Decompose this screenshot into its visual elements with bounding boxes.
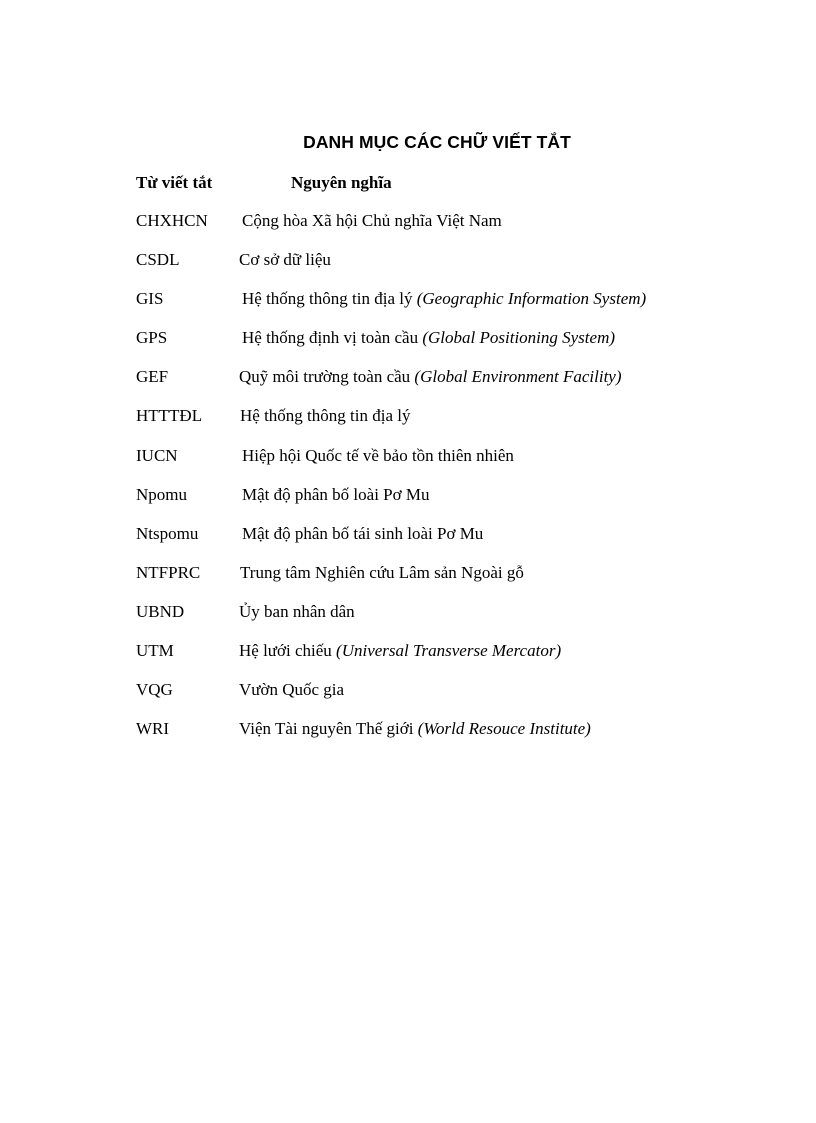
list-item xyxy=(136,680,736,719)
meaning-vietnamese: Mật độ phân bố loài Pơ Mu xyxy=(242,484,430,504)
meaning-english: (Universal Transverse Mercator) xyxy=(336,641,562,661)
meaning xyxy=(242,211,502,231)
list-item xyxy=(136,485,736,524)
meaning xyxy=(239,367,622,387)
meaning xyxy=(242,328,615,348)
meaning-vietnamese: Ủy ban nhân dân xyxy=(239,601,355,621)
meaning-vietnamese: Hệ thống thông tin địa lý xyxy=(242,289,417,309)
abbreviation-list xyxy=(136,211,736,758)
abbreviation-column-header: Từ viết tắt xyxy=(136,173,213,192)
meaning xyxy=(239,680,344,700)
list-item xyxy=(136,563,736,602)
abbreviation: GIS xyxy=(136,289,164,309)
list-item xyxy=(136,289,736,328)
abbreviation: GEF xyxy=(136,367,169,387)
page-title: DANH MỤC CÁC CHỮ VIẾT TẮT xyxy=(303,132,571,152)
list-item xyxy=(136,446,736,485)
meaning-vietnamese: Vườn Quốc gia xyxy=(239,680,345,700)
abbreviation: Npomu xyxy=(136,484,187,504)
abbreviation: VQG xyxy=(136,680,173,700)
abbreviation: NTFPRC xyxy=(136,562,201,582)
meaning-vietnamese: Cơ sở dữ liệu xyxy=(239,250,331,270)
meaning-english: (Global Environment Facility) xyxy=(414,367,622,387)
meaning-vietnamese: Mật độ phân bố tái sinh loài Pơ Mu xyxy=(242,523,484,543)
meaning xyxy=(242,289,646,309)
list-item xyxy=(136,602,736,641)
abbreviation: GPS xyxy=(136,328,168,348)
meaning-vietnamese: Trung tâm Nghiên cứu Lâm sản Ngoài gỗ xyxy=(240,562,524,582)
meaning xyxy=(239,602,355,622)
meaning xyxy=(240,406,410,426)
abbreviation: HTTTĐL xyxy=(136,406,203,426)
abbreviation: WRI xyxy=(136,719,170,739)
abbreviation: CHXHCN xyxy=(136,211,208,230)
meaning xyxy=(242,446,514,466)
abbreviation: UBND xyxy=(136,601,185,621)
meaning-vietnamese: Hệ lưới chiếu xyxy=(239,641,337,661)
table-header xyxy=(136,173,696,195)
abbreviation: Ntspomu xyxy=(136,523,199,543)
abbreviation: UTM xyxy=(136,641,174,661)
meaning-vietnamese: Quỹ môi trường toàn cầu xyxy=(239,367,415,387)
list-item xyxy=(136,250,736,289)
meaning xyxy=(242,485,429,505)
meaning-vietnamese: Hệ thống định vị toàn cầu xyxy=(242,328,423,348)
meaning-english: (World Resouce Institute) xyxy=(417,719,591,739)
abbreviation: CSDL xyxy=(136,250,180,270)
meaning xyxy=(239,719,591,739)
meaning-column-header: Nguyên nghĩa xyxy=(291,173,392,192)
meaning-vietnamese: Cộng hòa Xã hội Chủ nghĩa Việt Nam xyxy=(242,211,502,230)
list-item xyxy=(136,524,736,563)
meaning-english: (Global Positioning System) xyxy=(422,328,616,348)
meaning xyxy=(242,524,483,544)
list-item xyxy=(136,719,736,758)
list-item xyxy=(136,406,736,445)
list-item xyxy=(136,641,736,680)
meaning xyxy=(240,563,524,583)
meaning-vietnamese: Viện Tài nguyên Thế giới xyxy=(239,719,418,739)
meaning-english: (Geographic Information System) xyxy=(416,289,647,309)
meaning-vietnamese: Hệ thống thông tin địa lý xyxy=(240,406,411,426)
abbreviation: IUCN xyxy=(136,445,178,465)
meaning xyxy=(239,641,561,661)
list-item xyxy=(136,367,736,406)
meaning xyxy=(239,250,331,270)
list-item xyxy=(136,211,736,250)
list-item xyxy=(136,328,736,367)
meaning-vietnamese: Hiệp hội Quốc tế về bảo tồn thiên nhiên xyxy=(242,445,514,465)
